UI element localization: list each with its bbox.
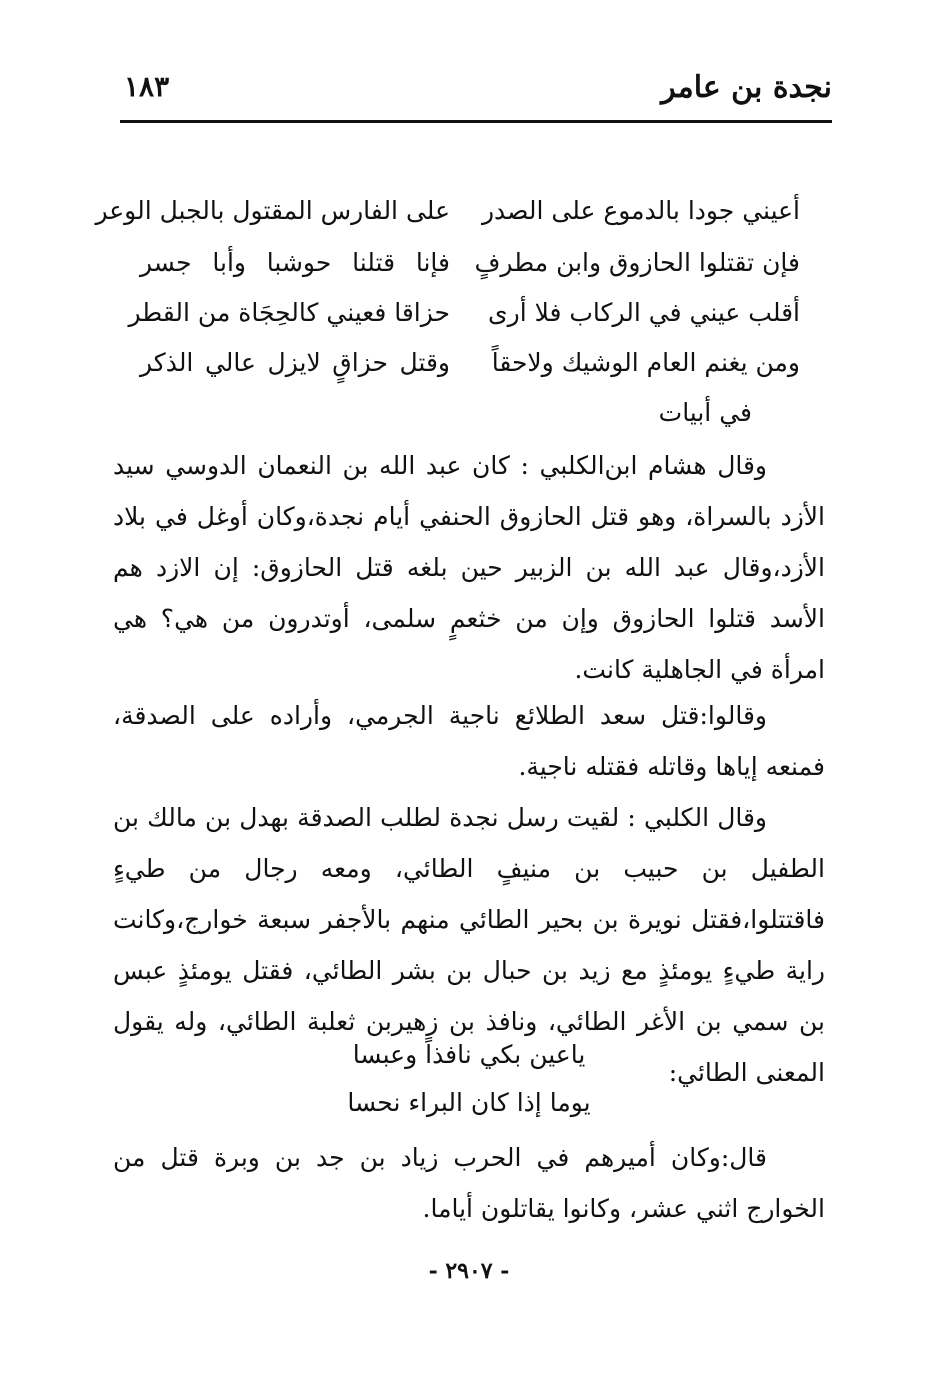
verse-first-hemistich: أعيني جودا بالدموع على الصدر [481, 196, 800, 225]
page-number: ١٨٣ [124, 70, 170, 103]
verse-second-hemistich: حزاقا فعيني كالحِجَاة من القطر [128, 298, 450, 327]
verse-line [140, 248, 800, 298]
poem-line: يوما إذا كان البراء نحسا [347, 1088, 591, 1117]
verse-second-hemistich: وقتل حزاقٍ لايزل عالي الذكر [140, 348, 450, 377]
body-paragraph: قال:وكان أميرهم في الحرب زياد بن جد بن وبرة قتل من الخوارج اثني عشر، وكانوا يقاتلون أياما. [113, 1143, 825, 1223]
footer-page-number: - ٢٩٠٧ - [428, 1258, 510, 1284]
verse-line [128, 298, 800, 348]
page-header [120, 64, 832, 123]
poem-line: ياعين بكي نافذاً وعبسا [352, 1040, 586, 1069]
body-paragraph: وقال هشام ابن‌الكلبي : كان عبد الله بن النعمان الدوسي سيد الأزد بالسراة، وهو قتل الحازوق الحنفي أيام نجدة،وكان أوغل في بلاد الأزد،وقال عبد الله بن الزبير حين بلغه قتل الحازوق: إن الازد هم الأسد قتلوا الحازوق وإن من خثعمٍ سلمى، أوتدرون من هي؟ هي امرأة في الجاهلية كانت. [113, 451, 825, 684]
running-title: نجدة بن عامر [661, 70, 832, 105]
body-paragraph: وقال الكلبي : لقيت رسل نجدة لطلب الصدقة بهدل بن مالك بن الطفيل بن حبيب بن منيفٍ الطائي، ومعه رجال من طيءٍ فاقتتلوا،فقتل نويرة بن بحير الطائي منهم بالأجفر سبعة خوارج،وكانت راية طيءٍ يومئذٍ مع زيد بن حبال بن بشر الطائي، فقتل يومئذٍ عبس بن سمي بن الأغر الطائي، ونافذ بن زهيربن ثعلبة الطائي، وله يقول المعنى الطائي: [113, 803, 825, 1087]
verse-first-hemistich: فإن تقتلوا الحازوق وابن مطرفٍ [474, 248, 800, 277]
verse-first-hemistich: أقلب عيني في الركاب فلا أرى [488, 298, 800, 327]
body-paragraph: وقالوا:قتل سعد الطلائع ناجية الجرمي، وأراده على الصدقة، فمنعه إياها وقاتله فقتله ناجية. [113, 701, 825, 781]
verse-second-hemistich: على الفارس المقتول بالجبل الوعر [95, 196, 450, 225]
verse-line [95, 196, 800, 246]
verse-first-hemistich: ومن يغنم العام الوشيك ولاحقاً [491, 348, 800, 377]
verse-second-hemistich: فإنا قتلنا حوشبا وأبا جسر [140, 248, 450, 277]
verse-line [140, 348, 800, 398]
verse-note: في أبيات [658, 398, 752, 427]
